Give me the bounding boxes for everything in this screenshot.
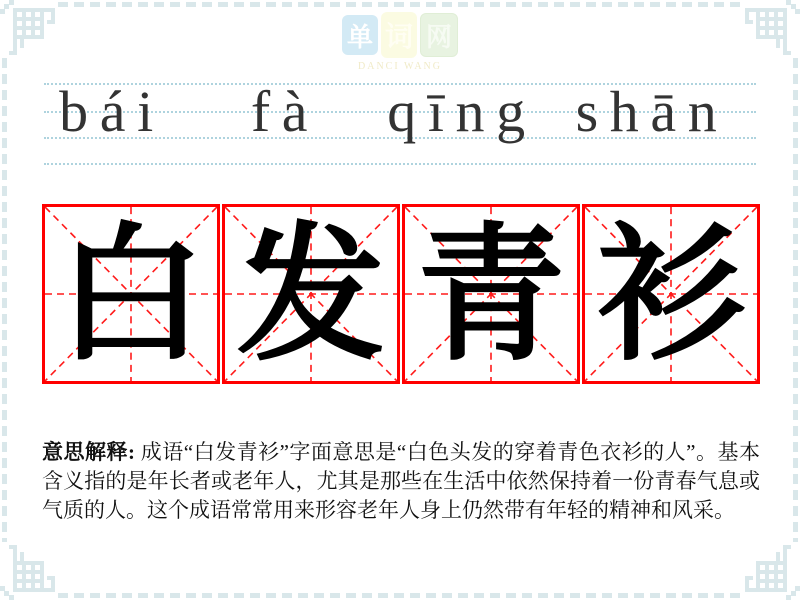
logo-caption: DANCI WANG xyxy=(358,61,442,72)
logo-char: 单 xyxy=(346,22,373,53)
danciwang-logo-watermark xyxy=(342,12,458,72)
frame-dashed-edge-right xyxy=(793,58,798,542)
logo-block-ci xyxy=(381,12,417,58)
frame-corner-ornament-bottom-right xyxy=(742,542,800,600)
logo-char: 词 xyxy=(384,20,413,53)
mi-grid-cell xyxy=(42,204,220,384)
explanation-label: 意思解释: xyxy=(42,440,135,464)
explanation-text: 成语“白发青衫”字面意思是“白色头发的穿着青色衣衫的人”。基本含义指的是年长者或老年人，尤其是那些在生活中依然保持着一份青春气息或气质的人。这个成语常常用来形容老年人身上仍然带有年轻的精神和风采。 xyxy=(42,440,761,522)
hanzi-character: 发 xyxy=(237,207,385,381)
mi-grid-cell xyxy=(222,204,400,384)
hanzi-character: 青 xyxy=(417,207,565,381)
pinyin-syllable: bái xyxy=(59,79,165,144)
frame-corner-ornament-top-right xyxy=(742,0,800,58)
pinyin-syllable: fà xyxy=(250,79,320,144)
mi-grid-cell xyxy=(582,204,760,384)
frame-corner-ornament-bottom-left xyxy=(0,542,58,600)
frame-dashed-edge-top xyxy=(58,2,742,7)
explanation-paragraph xyxy=(42,438,760,525)
logo-blocks xyxy=(342,12,458,58)
logo-block-dan xyxy=(342,15,378,55)
frame-dashed-edge-left xyxy=(2,58,7,542)
frame-dashed-edge-bottom xyxy=(58,593,742,598)
logo-block-wang xyxy=(420,13,458,57)
logo-char: 网 xyxy=(425,22,452,53)
character-grid xyxy=(42,204,760,384)
pinyin-guide-area xyxy=(44,79,756,167)
frame-corner-ornament-top-left xyxy=(0,0,58,58)
hanzi-character: 衫 xyxy=(597,207,745,381)
mi-grid-cell xyxy=(402,204,580,384)
pinyin-guide-line xyxy=(44,163,756,165)
pinyin-syllable: qīng xyxy=(387,79,537,144)
hanzi-character: 白 xyxy=(57,207,205,381)
pinyin-syllable: shān xyxy=(575,79,729,144)
